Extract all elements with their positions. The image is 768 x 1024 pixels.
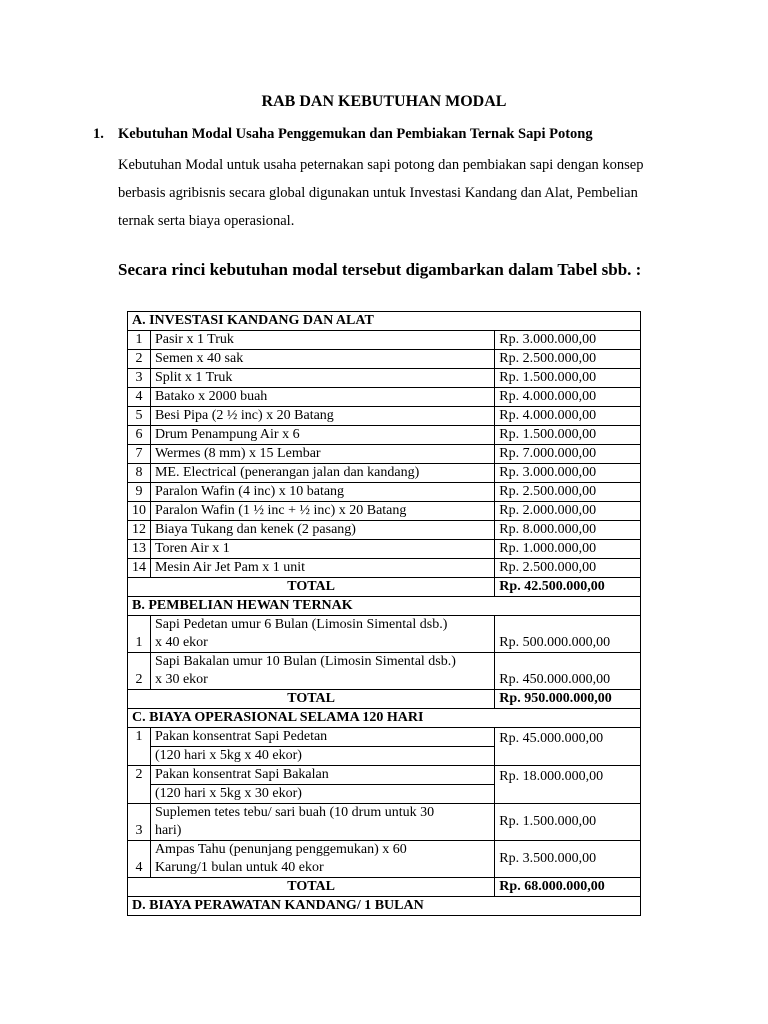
table-row — [128, 445, 641, 464]
row-amount: Rp. 500.000.000,00 — [495, 616, 641, 653]
section-d-title: D. BIAYA PERAWATAN KANDANG/ 1 BULAN — [128, 897, 641, 916]
table-intro-heading: Secara rinci kebutuhan modal tersebut digambarkan dalam Tabel sbb. : — [118, 260, 642, 279]
row-item-line: hari) — [154, 823, 182, 838]
section-c-total-label: TOTAL — [128, 878, 495, 897]
row-item: Besi Pipa (2 ½ inc) x 20 Batang — [150, 407, 494, 426]
row-item: Batako x 2000 buah — [150, 388, 494, 407]
row-item-line: Suplemen tetes tebu/ sari buah (10 drum untuk 30 — [154, 805, 435, 820]
row-item — [150, 804, 494, 841]
table-row — [128, 521, 641, 540]
row-number: 2 — [128, 766, 151, 804]
row-number: 12 — [128, 521, 151, 540]
section-c-title: C. BIAYA OPERASIONAL SELAMA 120 HARI — [128, 709, 641, 728]
table-row — [128, 766, 641, 785]
table-row — [128, 804, 641, 841]
row-number: 1 — [128, 331, 151, 350]
section-heading-text: Kebutuhan Modal Usaha Penggemukan dan Pembiakan Ternak Sapi Potong — [118, 126, 593, 142]
row-number: 4 — [128, 388, 151, 407]
row-number: 9 — [128, 483, 151, 502]
row-item: Semen x 40 sak — [150, 350, 494, 369]
row-number: 5 — [128, 407, 151, 426]
row-amount: Rp. 1.500.000,00 — [495, 369, 641, 388]
section-b-total-row — [128, 690, 641, 709]
row-item-line: Sapi Pedetan umur 6 Bulan (Limosin Simental dsb.) — [154, 617, 448, 632]
row-amount: Rp. 4.000.000,00 — [495, 388, 641, 407]
budget-table — [127, 311, 641, 916]
section-d-header-row — [128, 897, 641, 916]
row-item: Biaya Tukang dan kenek (2 pasang) — [150, 521, 494, 540]
row-amount: Rp. 4.000.000,00 — [495, 407, 641, 426]
row-number: 2 — [128, 653, 151, 690]
table-row — [128, 502, 641, 521]
row-amount: Rp. 2.500.000,00 — [495, 350, 641, 369]
row-item-line: x 30 ekor — [154, 672, 208, 687]
row-number: 3 — [128, 804, 151, 841]
section-b-total-label: TOTAL — [128, 690, 495, 709]
table-row — [128, 559, 641, 578]
section-number: 1. — [93, 126, 104, 142]
table-row — [128, 407, 641, 426]
document-title: RAB DAN KEBUTUHAN MODAL — [261, 93, 507, 110]
section-c-header-row — [128, 709, 641, 728]
table-row — [128, 540, 641, 559]
paragraph-line: Kebutuhan Modal untuk usaha peternakan sapi potong dan pembiakan sapi dengan konsep — [118, 157, 644, 173]
table-row — [128, 464, 641, 483]
table-row — [128, 483, 641, 502]
section-b-header-row — [128, 597, 641, 616]
section-a-header-row — [128, 312, 641, 331]
table-row — [128, 728, 641, 747]
row-amount: Rp. 2.500.000,00 — [495, 559, 641, 578]
row-amount: Rp. 8.000.000,00 — [495, 521, 641, 540]
row-item: Pasir x 1 Truk — [150, 331, 494, 350]
row-number: 6 — [128, 426, 151, 445]
section-b-title: B. PEMBELIAN HEWAN TERNAK — [128, 597, 641, 616]
section-c-total-row — [128, 878, 641, 897]
table-row — [128, 331, 641, 350]
row-item-line: x 40 ekor — [154, 635, 208, 650]
section-c-total-value: Rp. 68.000.000,00 — [495, 878, 641, 897]
paragraph-line: berbasis agribisnis secara global digunakan untuk Investasi Kandang dan Alat, Pembelian — [118, 185, 638, 201]
section-paragraph — [118, 151, 678, 235]
row-item: Split x 1 Truk — [150, 369, 494, 388]
row-item-line: Ampas Tahu (penunjang penggemukan) x 60 — [154, 842, 407, 857]
table-row — [128, 841, 641, 878]
row-item-line: (120 hari x 5kg x 40 ekor) — [150, 747, 494, 766]
row-number: 2 — [128, 350, 151, 369]
row-amount: Rp. 3.000.000,00 — [495, 331, 641, 350]
table-row — [128, 388, 641, 407]
row-item: Toren Air x 1 — [150, 540, 494, 559]
row-number: 8 — [128, 464, 151, 483]
table-row — [128, 616, 641, 653]
row-item: ME. Electrical (penerangan jalan dan kandang) — [150, 464, 494, 483]
row-number: 7 — [128, 445, 151, 464]
row-item-line: Sapi Bakalan umur 10 Bulan (Limosin Simental dsb.) — [154, 654, 456, 669]
table-row — [128, 426, 641, 445]
section-a-title: A. INVESTASI KANDANG DAN ALAT — [128, 312, 641, 331]
row-number: 13 — [128, 540, 151, 559]
row-item: Wermes (8 mm) x 15 Lembar — [150, 445, 494, 464]
section-heading — [93, 126, 593, 143]
row-item-line: (120 hari x 5kg x 30 ekor) — [150, 785, 494, 804]
row-item — [150, 653, 494, 690]
row-amount: Rp. 1.500.000,00 — [495, 804, 641, 841]
row-item: Paralon Wafin (4 inc) x 10 batang — [150, 483, 494, 502]
row-item: Paralon Wafin (1 ½ inc + ½ inc) x 20 Batang — [150, 502, 494, 521]
row-item-line: Pakan konsentrat Sapi Bakalan — [150, 766, 494, 785]
row-item: Drum Penampung Air x 6 — [150, 426, 494, 445]
section-b-total-value: Rp. 950.000.000,00 — [495, 690, 641, 709]
row-amount: Rp. 45.000.000,00 — [495, 728, 641, 766]
row-amount: Rp. 1.000.000,00 — [495, 540, 641, 559]
row-amount: Rp. 7.000.000,00 — [495, 445, 641, 464]
row-amount: Rp. 2.500.000,00 — [495, 483, 641, 502]
table-row — [128, 350, 641, 369]
row-number: 10 — [128, 502, 151, 521]
row-number: 4 — [128, 841, 151, 878]
row-item-line: Karung/1 bulan untuk 40 ekor — [154, 860, 324, 875]
row-amount: Rp. 18.000.000,00 — [495, 766, 641, 804]
row-amount: Rp. 450.000.000,00 — [495, 653, 641, 690]
row-item — [150, 616, 494, 653]
row-number: 14 — [128, 559, 151, 578]
row-number: 1 — [128, 728, 151, 766]
section-a-total-row — [128, 578, 641, 597]
row-item: Mesin Air Jet Pam x 1 unit — [150, 559, 494, 578]
row-item — [150, 841, 494, 878]
row-amount: Rp. 3.500.000,00 — [495, 841, 641, 878]
row-number: 1 — [128, 616, 151, 653]
section-a-total-value: Rp. 42.500.000,00 — [495, 578, 641, 597]
section-a-total-label: TOTAL — [128, 578, 495, 597]
table-row — [128, 653, 641, 690]
row-amount: Rp. 2.000.000,00 — [495, 502, 641, 521]
paragraph-line: ternak serta biaya operasional. — [118, 213, 295, 229]
row-amount: Rp. 1.500.000,00 — [495, 426, 641, 445]
table-row — [128, 369, 641, 388]
row-number: 3 — [128, 369, 151, 388]
row-amount: Rp. 3.000.000,00 — [495, 464, 641, 483]
row-item-line: Pakan konsentrat Sapi Pedetan — [150, 728, 494, 747]
